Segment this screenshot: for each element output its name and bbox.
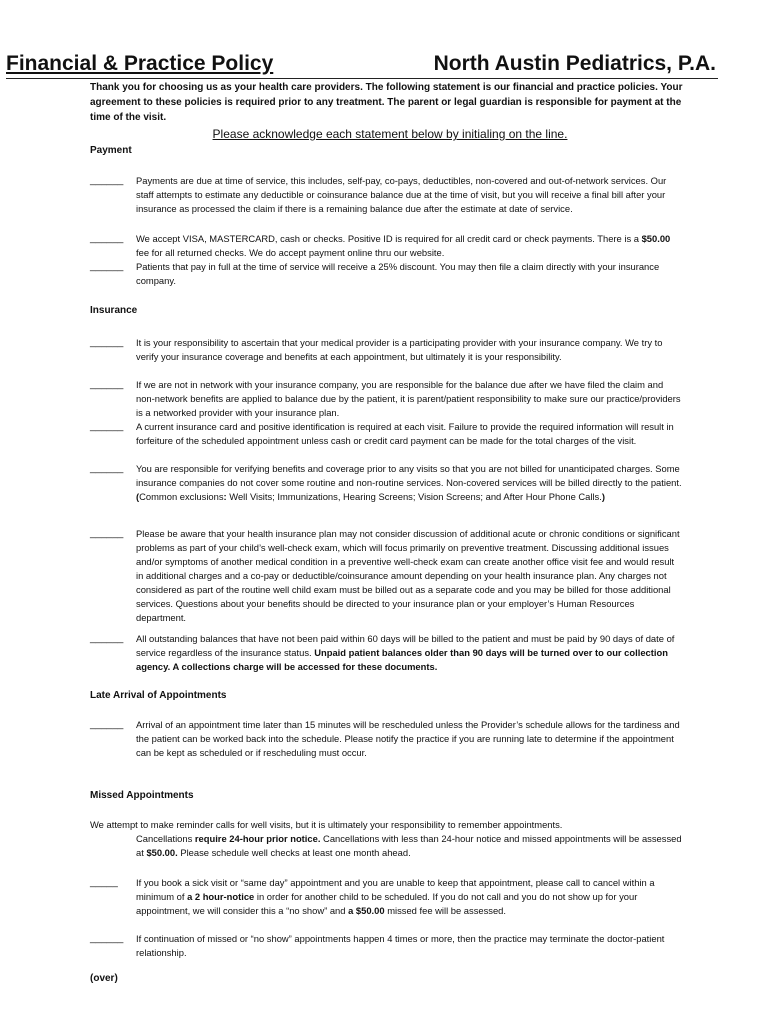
- page-footer-over: (over): [90, 973, 118, 984]
- practice-name: North Austin Pediatrics, P.A.: [433, 52, 716, 75]
- payment-item-text: Patients that pay in full at the time of service will receive a 25% discount. You may then file a claim directly with your insurance company.: [136, 261, 660, 286]
- initial-line[interactable]: ______: [90, 933, 124, 944]
- initial-line[interactable]: ______: [90, 633, 124, 644]
- missed-item-text: If continuation of missed or “no show” appointments happen 4 times or more, then the practice may terminate the doctor-patient relationship.: [136, 933, 665, 958]
- insurance-item-text: Please be aware that your health insurance plan may not consider discussion of additional acute or chronic conditions or significant problems as part of your child’s well-check exam, which will focus primarily on preventive treatment. Discussing additional issues and/or symptoms of another medical condition in a preventive well-check exam can create another office visit fee and would result in additional charges and a co-pay or deductible/coinsurance amount depending on your health insurance plan. Any charges not considered as part of the routine well child exam must be billed out as a separate code and you may be billed for those additional services. Questions about your benefits should be directed to your insurance plan or your employer’s Human Resources department.: [136, 528, 680, 623]
- insurance-item-text: It is your responsibility to ascertain that your medical provider is a participating provider with your insurance company. We try to verify your insurance coverage and benefits at each appointment, but ultimately it is your responsibility.: [136, 337, 663, 362]
- initial-line[interactable]: ______: [90, 421, 124, 432]
- initial-line[interactable]: ______: [90, 337, 124, 348]
- payment-item-text: We accept VISA, MASTERCARD, cash or checks. Positive ID is required for all credit card or check payments. There is a $50.00 fee for all returned checks. We do accept payment online thru our website.: [136, 233, 671, 258]
- initial-line[interactable]: ______: [90, 379, 124, 390]
- document-title: Financial & Practice Policy: [6, 52, 274, 75]
- initial-line[interactable]: ______: [90, 175, 124, 186]
- initial-line[interactable]: ______: [90, 528, 124, 539]
- insurance-item-text: If we are not in network with your insurance company, you are responsible for the balance due after we have filed the claim and non-network benefits are applied to balance due by the patient, it is parent/patient responsibility to make sure our practice/providers is a networked provider with your insurance plan.: [136, 379, 681, 418]
- initial-line[interactable]: ______: [90, 719, 124, 730]
- section-title-missed: Missed Appointments: [90, 790, 194, 801]
- missed-item-text: If you book a sick visit or “same day” appointment and you are unable to keep that appointment, please call to cancel within a minimum of a 2 hour-notice in order for another child to be scheduled. If you do not call and you do not show up for your appointment, we will consider this a “no show” and a $50.00 missed fee will be assessed.: [136, 877, 655, 916]
- insurance-item-text: A current insurance card and positive identification is required at each visit. Failure to provide the required information will result in forfeiture of the scheduled appointment unless cash or credit card payment can be made for the total charges of the visit.: [136, 421, 674, 446]
- section-title-insurance: Insurance: [90, 305, 138, 316]
- insurance-item-text: All outstanding balances that have not been paid within 60 days will be billed to the patient and must be paid by 90 days of date of service regardless of the insurance status. Unpaid patient balances older than 90 days will be turned over to our collection agency. A collections charge will be accessed for these documents.: [136, 633, 675, 672]
- missed-intro: We attempt to make reminder calls for well visits, but it is ultimately your responsibility to remember appointments.: [90, 819, 563, 830]
- intro-paragraph: Thank you for choosing us as your health care providers. The following statement is our financial and practice policies. Your agreement to these policies is required prior to any treatment. The parent or legal guardian is responsible for payment at the time of the visit.: [90, 82, 683, 123]
- section-title-late-arrival: Late Arrival of Appointments: [90, 690, 227, 701]
- initial-line[interactable]: ______: [90, 463, 124, 474]
- late-arrival-item-text: Arrival of an appointment time later than 15 minutes will be rescheduled unless the Provider’s schedule allows for the tardiness and the patient can be worked back into the schedule. Please notify the practice if you are running late to determine if the appointment can be kept as scheduled or if rescheduling must occur.: [136, 719, 680, 758]
- initial-line[interactable]: ______: [90, 261, 124, 272]
- payment-item-text: Payments are due at time of service, this includes, self-pay, co-pays, deductibles, non-covered and out-of-network services. Our staff attempts to estimate any deductible or coinsurance balance due at the time of visit, but you will receive a final bill after your insurance as processed the claim if there is a remaining balance due after the estimate at date of service.: [136, 175, 667, 214]
- insurance-item-text: You are responsible for verifying benefits and coverage prior to any visits so that you are not billed for unanticipated charges. Some insurance companies do not cover some routine and non-routine services. Non-covered services will be billed directly to the patient. (Common exclusions: Well Visits; Immunizations, Hearing Screens; Vision Screens; and After Hour Phone Calls.): [136, 463, 682, 502]
- section-title-payment: Payment: [90, 145, 132, 156]
- document-header: [6, 50, 718, 79]
- initial-line[interactable]: ______: [90, 233, 124, 244]
- missed-cancellation-text: Cancellations require 24-hour prior notice. Cancellations with less than 24-hour notice and missed appointments will be assessed at $50.00. Please schedule well checks at least one month ahead.: [136, 833, 682, 858]
- acknowledge-instruction: Please acknowledge each statement below by initialing on the line.: [212, 127, 568, 141]
- initial-line[interactable]: _____: [90, 877, 118, 888]
